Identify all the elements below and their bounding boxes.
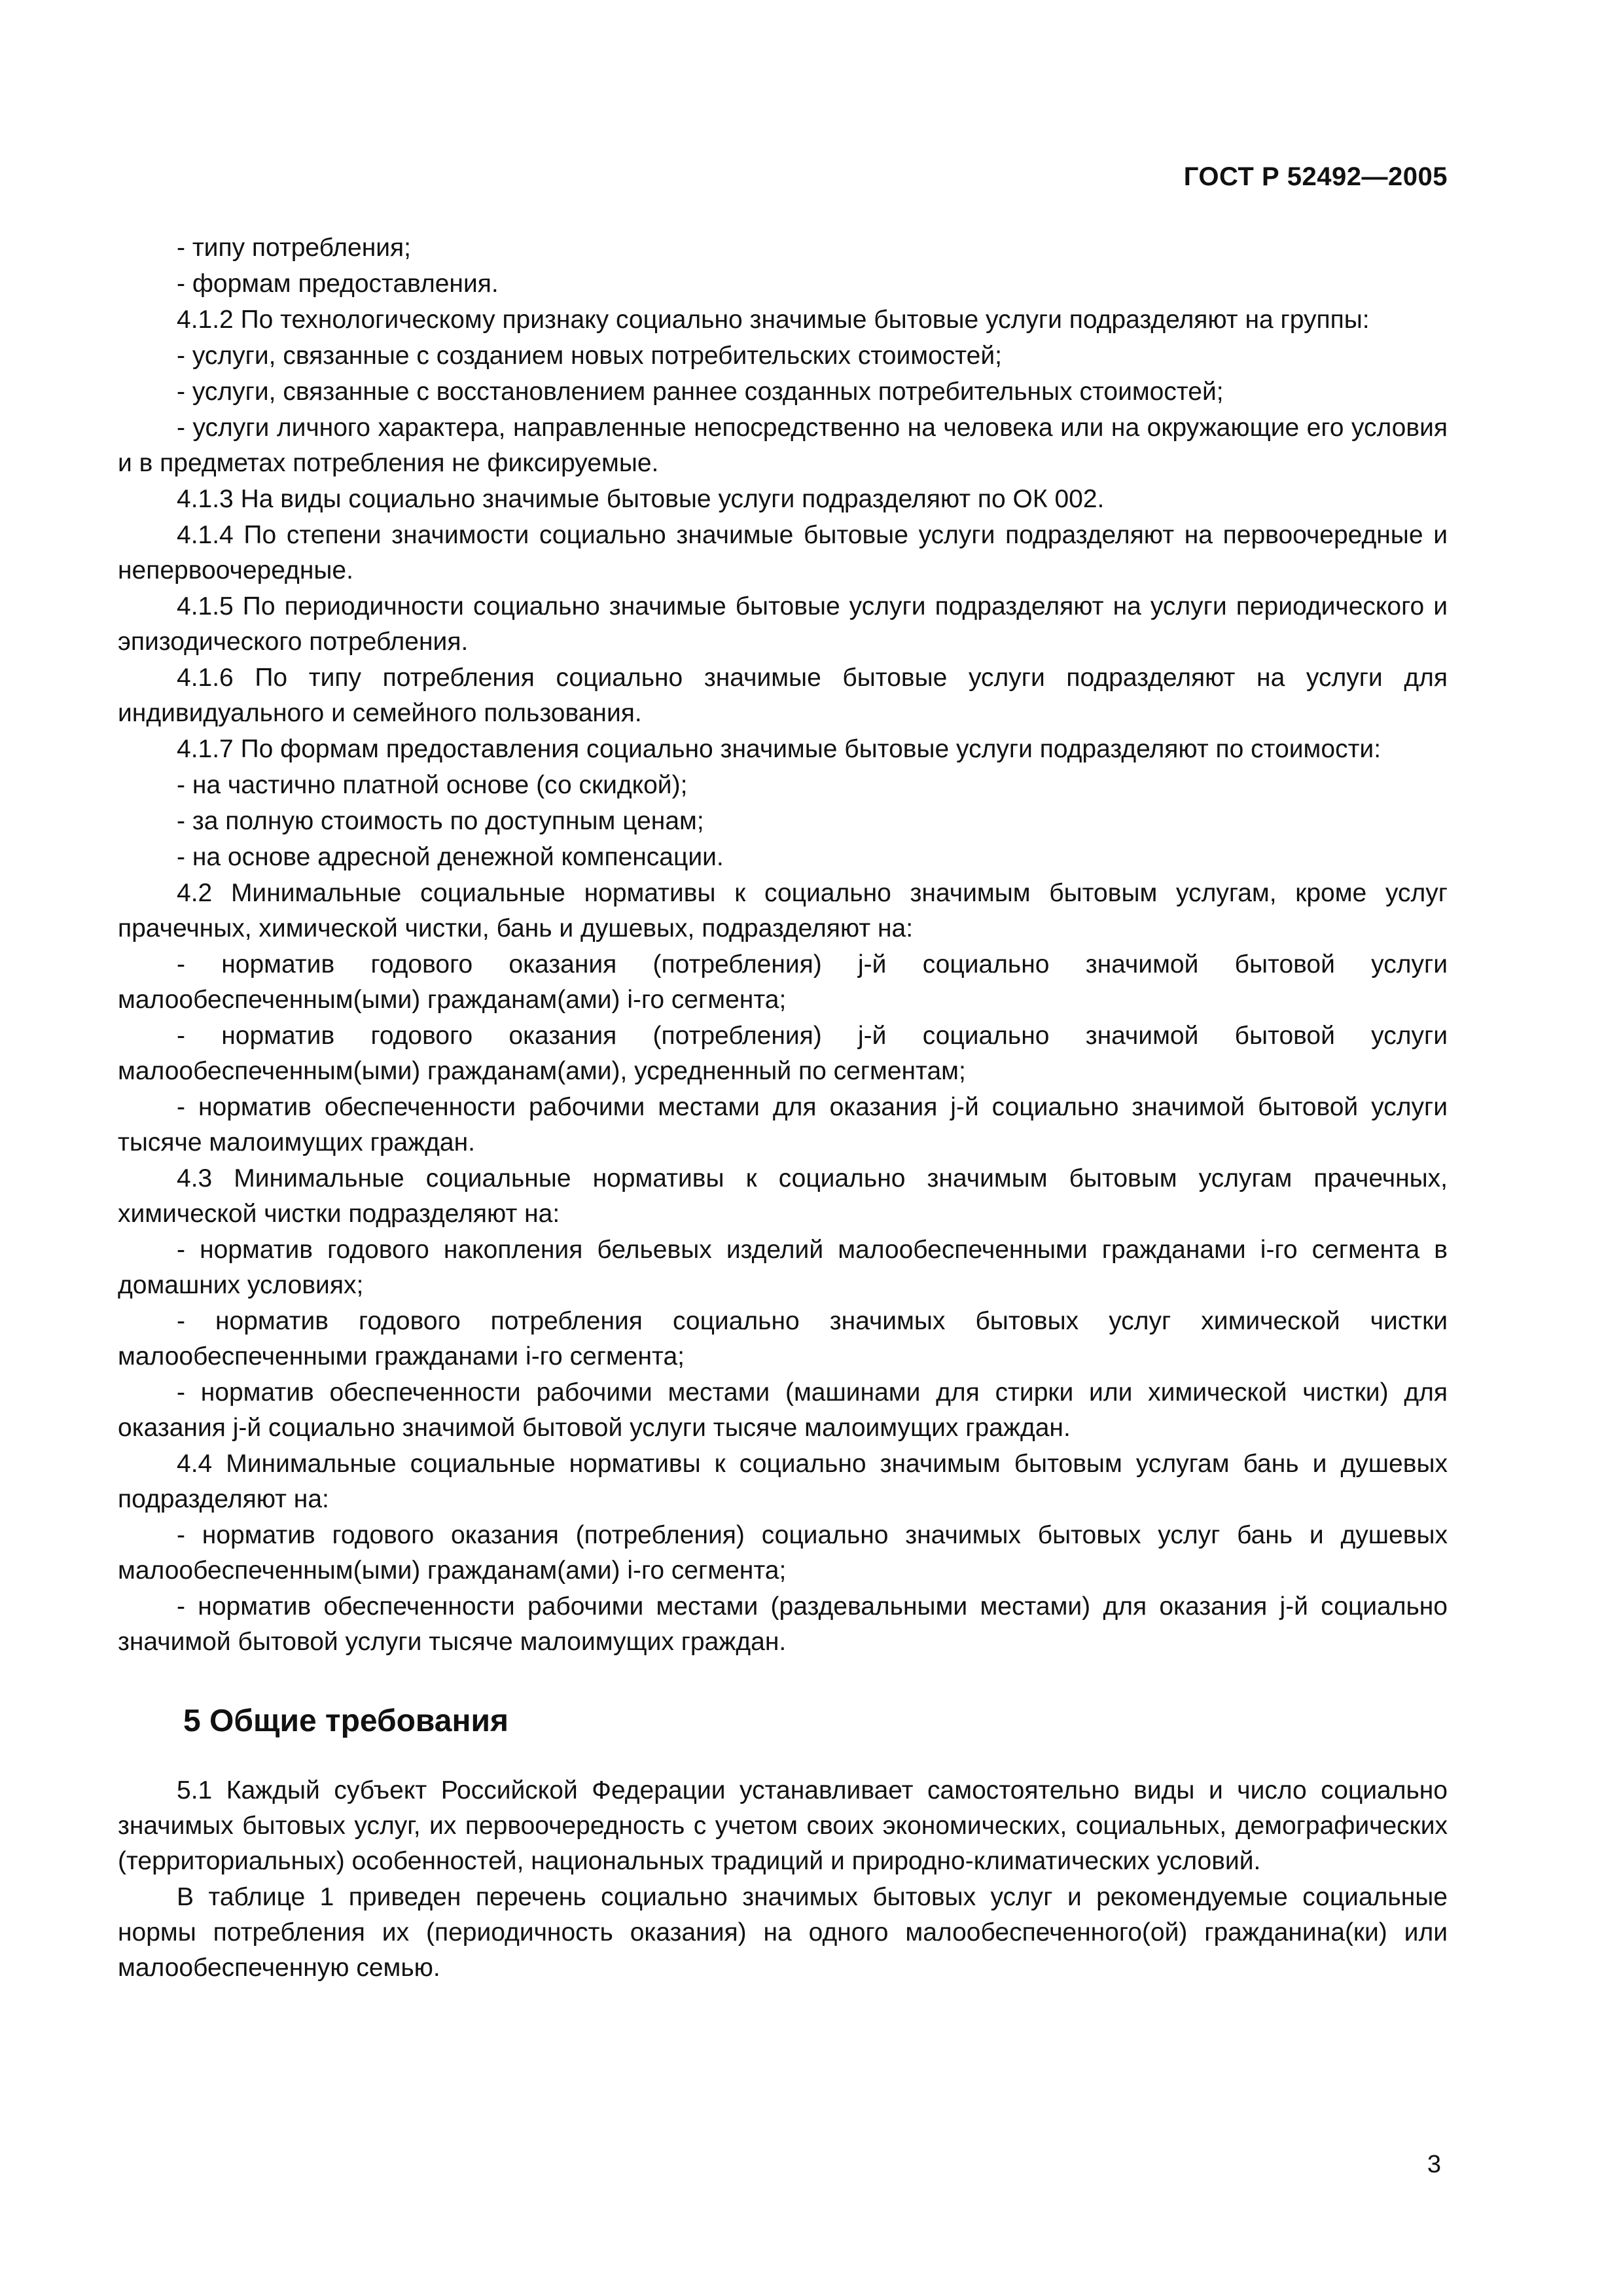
list-item: - норматив годового накопления бельевых изделий малообеспеченными гражданами i-го сегмента в домашних условиях; <box>118 1236 1448 1299</box>
paragraph-4-1-6: 4.1.6 По типу потребления социально значимые бытовые услуги подразделяют на услуги для индивидуального и семейного пользования. <box>118 664 1448 727</box>
list-item: - услуги личного характера, направленные непосредственно на человека или на окружающие его условия и в предметах потребления не фиксируемые. <box>118 414 1448 477</box>
list-item: - норматив обеспеченности рабочими местами (раздевальными местами) для оказания j-й социально значимой бытовой услуги тысяче малоимущих граждан. <box>118 1592 1448 1656</box>
paragraph-4-1-5: 4.1.5 По периодичности социально значимые бытовые услуги подразделяют на услуги периодического и эпизодического потребления. <box>118 592 1448 656</box>
paragraph-4-4: 4.4 Минимальные социальные нормативы к социально значимым бытовым услугам бань и душевых подразделяют на: <box>118 1450 1448 1513</box>
paragraph-4-1-4: 4.1.4 По степени значимости социально значимые бытовые услуги подразделяют на первоочередные и непервоочередные. <box>118 521 1448 584</box>
list-item: - норматив годового потребления социально значимых бытовых услуг химической чистки малообеспеченными гражданами i-го сегмента; <box>118 1307 1448 1371</box>
paragraph-5-1: 5.1 Каждый субъект Российской Федерации устанавливает самостоятельно виды и число социально значимых бытовых услуг, их первоочередность с учетом своих экономических, социальных, демографических (территориальных) особенностей, национальных традиций и природно-климатических условий. <box>118 1776 1448 1875</box>
paragraph-4-2: 4.2 Минимальные социальные нормативы к социально значимым бытовым услугам, кроме услуг прачечных, химической чистки, бань и душевых, подразделяют на: <box>118 879 1448 942</box>
list-item: - услуги, связанные с созданием новых потребительских стоимостей; <box>177 342 1002 370</box>
paragraph-table-1-intro: В таблице 1 приведен перечень социально значимых бытовых услуг и рекомендуемые социальные нормы потребления их (периодичность оказания) на одного малообеспеченного(ой) гражданина(ки) или малообеспеченную семью. <box>118 1883 1448 1982</box>
document-body <box>118 230 1448 1986</box>
section-5-title: 5 Общие требования <box>183 1704 508 1738</box>
list-item: - норматив годового оказания (потребления) j-й социально значимой бытовой услуги малообеспеченным(ыми) гражданам(ами), усредненный по сегментам; <box>118 1022 1448 1085</box>
list-item: - типу потребления; <box>177 234 411 262</box>
list-item: - норматив годового оказания (потребления) социально значимых бытовых услуг бань и душевых малообеспеченным(ыми) гражданам(ами) i-го сегмента; <box>118 1521 1448 1585</box>
document-header: ГОСТ Р 52492—2005 <box>1183 162 1448 191</box>
list-item: - формам предоставления. <box>177 270 499 298</box>
list-item: - на частично платной основе (со скидкой); <box>177 771 688 799</box>
list-item: - услуги, связанные с восстановлением раннее созданных потребительных стоимостей; <box>177 378 1224 406</box>
list-item: - за полную стоимость по доступным ценам; <box>177 807 704 835</box>
list-item: - на основе адресной денежной компенсации. <box>177 843 724 871</box>
paragraph-4-3: 4.3 Минимальные социальные нормативы к социально значимым бытовым услугам прачечных, химической чистки подразделяют на: <box>118 1164 1448 1228</box>
list-item: - норматив обеспеченности рабочими местами для оказания j-й социально значимой бытовой услуги тысяче малоимущих граждан. <box>118 1093 1448 1157</box>
paragraph-4-1-2: 4.1.2 По технологическому признаку социально значимые бытовые услуги подразделяют на группы: <box>177 306 1370 334</box>
paragraph-4-1-7: 4.1.7 По формам предоставления социально значимые бытовые услуги подразделяют по стоимости: <box>177 735 1382 763</box>
paragraph-4-1-3: 4.1.3 На виды социально значимые бытовые услуги подразделяют по ОК 002. <box>177 485 1105 513</box>
list-item: - норматив годового оказания (потребления) j-й социально значимой бытовой услуги малообеспеченным(ыми) гражданам(ами) i-го сегмента; <box>118 950 1448 1014</box>
page-number: 3 <box>1427 2151 1441 2178</box>
list-item: - норматив обеспеченности рабочими местами (машинами для стирки или химической чистки) для оказания j-й социально значимой бытовой услуги тысяче малоимущих граждан. <box>118 1378 1448 1442</box>
